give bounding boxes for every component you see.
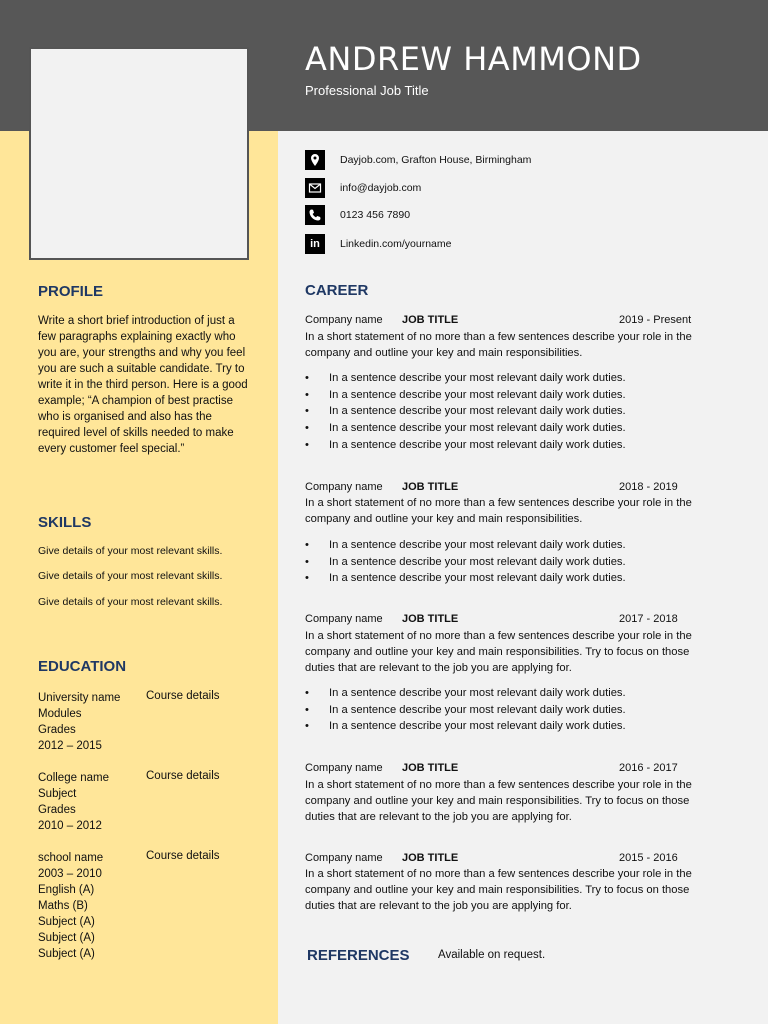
job-duty: • In a sentence describe your most relevant daily work duties. xyxy=(305,685,626,702)
phone-icon xyxy=(305,205,325,225)
job-duty: • In a sentence describe your most relevant daily work duties. xyxy=(305,387,626,404)
job-company: Company name xyxy=(305,613,383,625)
job-title-label: JOB TITLE xyxy=(402,613,459,625)
job-description: In a short statement of no more than a few sentences describe your role in the company and outline your key and main responsibilities. xyxy=(305,331,692,359)
job-header xyxy=(305,314,697,326)
education-line: 2003 – 2010 xyxy=(38,868,102,880)
contact-linkedin xyxy=(305,234,451,254)
job-duty: • In a sentence describe your most relevant daily work duties. xyxy=(305,437,626,454)
contact-address-text: Dayjob.com, Grafton House, Birmingham xyxy=(340,154,532,166)
contact-email-text[interactable]: info@dayjob.com xyxy=(340,182,422,194)
skills-heading: SKILLS xyxy=(38,514,92,531)
job-dates: 2016 - 2017 xyxy=(619,762,678,774)
job-header xyxy=(305,613,697,625)
contact-phone xyxy=(305,205,410,225)
contact-address xyxy=(305,150,531,170)
job-duties-list xyxy=(305,537,626,587)
job-header xyxy=(305,762,697,774)
references-heading: REFERENCES xyxy=(307,947,410,964)
job-title-label: JOB TITLE xyxy=(402,852,459,864)
education-line: school name xyxy=(38,852,104,864)
envelope-icon xyxy=(305,178,325,198)
education-line: Subject (A) xyxy=(38,916,95,928)
job-title: Professional Job Title xyxy=(305,83,429,98)
location-pin-icon xyxy=(305,150,325,170)
job-company: Company name xyxy=(305,852,383,864)
job-title-label: JOB TITLE xyxy=(402,481,459,493)
job-duty: • In a sentence describe your most relevant daily work duties. xyxy=(305,570,626,587)
education-line: 2012 – 2015 xyxy=(38,740,102,752)
education-course: Course details xyxy=(146,850,220,862)
job-header xyxy=(305,852,697,864)
job-dates: 2017 - 2018 xyxy=(619,613,678,625)
education-line: Subject xyxy=(38,788,77,800)
job-dates: 2015 - 2016 xyxy=(619,852,678,864)
job-dates: 2018 - 2019 xyxy=(619,481,678,493)
job-duty: • In a sentence describe your most relevant daily work duties. xyxy=(305,420,626,437)
job-duty: • In a sentence describe your most relevant daily work duties. xyxy=(305,554,626,571)
job-duty: • In a sentence describe your most relevant daily work duties. xyxy=(305,537,626,554)
education-line: College name xyxy=(38,772,109,784)
job-description: In a short statement of no more than a few sentences describe your role in the company and outline your key and main responsibilities. xyxy=(305,497,692,525)
education-entry xyxy=(38,850,103,962)
education-line: Modules xyxy=(38,708,82,720)
job-header xyxy=(305,481,697,493)
job-company: Company name xyxy=(305,314,383,326)
education-heading: EDUCATION xyxy=(38,658,127,675)
education-line: Maths (B) xyxy=(38,900,88,912)
candidate-name: ANDREW HAMMOND xyxy=(305,40,642,78)
job-company: Company name xyxy=(305,762,383,774)
education-entry xyxy=(38,690,120,754)
job-duty: • In a sentence describe your most relevant daily work duties. xyxy=(305,370,626,387)
profile-heading: PROFILE xyxy=(38,283,104,300)
skill-item: Give details of your most relevant skills. xyxy=(38,596,223,608)
education-course: Course details xyxy=(146,690,220,702)
skill-item: Give details of your most relevant skills. xyxy=(38,570,223,582)
job-duty: • In a sentence describe your most relevant daily work duties. xyxy=(305,702,626,719)
job-description: In a short statement of no more than a few sentences describe your role in the company and outline your key and main responsibilities. Try to focus on those duties that are relevant to the job you are applying for. xyxy=(305,868,692,912)
job-duties-list xyxy=(305,685,626,735)
job-company: Company name xyxy=(305,481,383,493)
education-line: Grades xyxy=(38,724,76,736)
job-dates: 2019 - Present xyxy=(619,314,692,326)
job-title-label: JOB TITLE xyxy=(402,314,459,326)
skill-item: Give details of your most relevant skills. xyxy=(38,545,223,557)
linkedin-icon: in xyxy=(305,234,325,254)
job-description: In a short statement of no more than a few sentences describe your role in the company and outline your key and main responsibilities. Try to focus on those duties that are relevant to the job you are applying for. xyxy=(305,630,692,674)
career-heading: CAREER xyxy=(305,282,369,299)
job-title-label: JOB TITLE xyxy=(402,762,459,774)
references-note: Available on request. xyxy=(438,949,546,961)
education-line: Subject (A) xyxy=(38,932,95,944)
contact-phone-text: 0123 456 7890 xyxy=(340,209,411,221)
education-line: University name xyxy=(38,692,121,704)
education-entry xyxy=(38,770,109,834)
education-line: 2010 – 2012 xyxy=(38,820,102,832)
education-line: Subject (A) xyxy=(38,948,95,960)
job-duties-list xyxy=(305,370,626,453)
education-line: Grades xyxy=(38,804,76,816)
contact-linkedin-text[interactable]: Linkedin.com/yourname xyxy=(340,238,452,250)
job-description: In a short statement of no more than a few sentences describe your role in the company and outline your key and main responsibilities. Try to focus on those duties that are relevant to the job you are applying for. xyxy=(305,779,692,823)
photo-placeholder xyxy=(29,47,249,260)
contact-email xyxy=(305,178,421,198)
education-course: Course details xyxy=(146,770,220,782)
job-duty: • In a sentence describe your most relevant daily work duties. xyxy=(305,403,626,420)
job-duty: • In a sentence describe your most relevant daily work duties. xyxy=(305,718,626,735)
profile-text: Write a short brief introduction of just a few paragraphs explaining exactly who you are, your strengths and why you feel you are such a suitable candidate. Try to write it in the third person. Here is a good example; “A champion of best practise who is organised and also has the required level of skills needed to make every customer feel special.” xyxy=(38,315,248,455)
education-line: English (A) xyxy=(38,884,95,896)
